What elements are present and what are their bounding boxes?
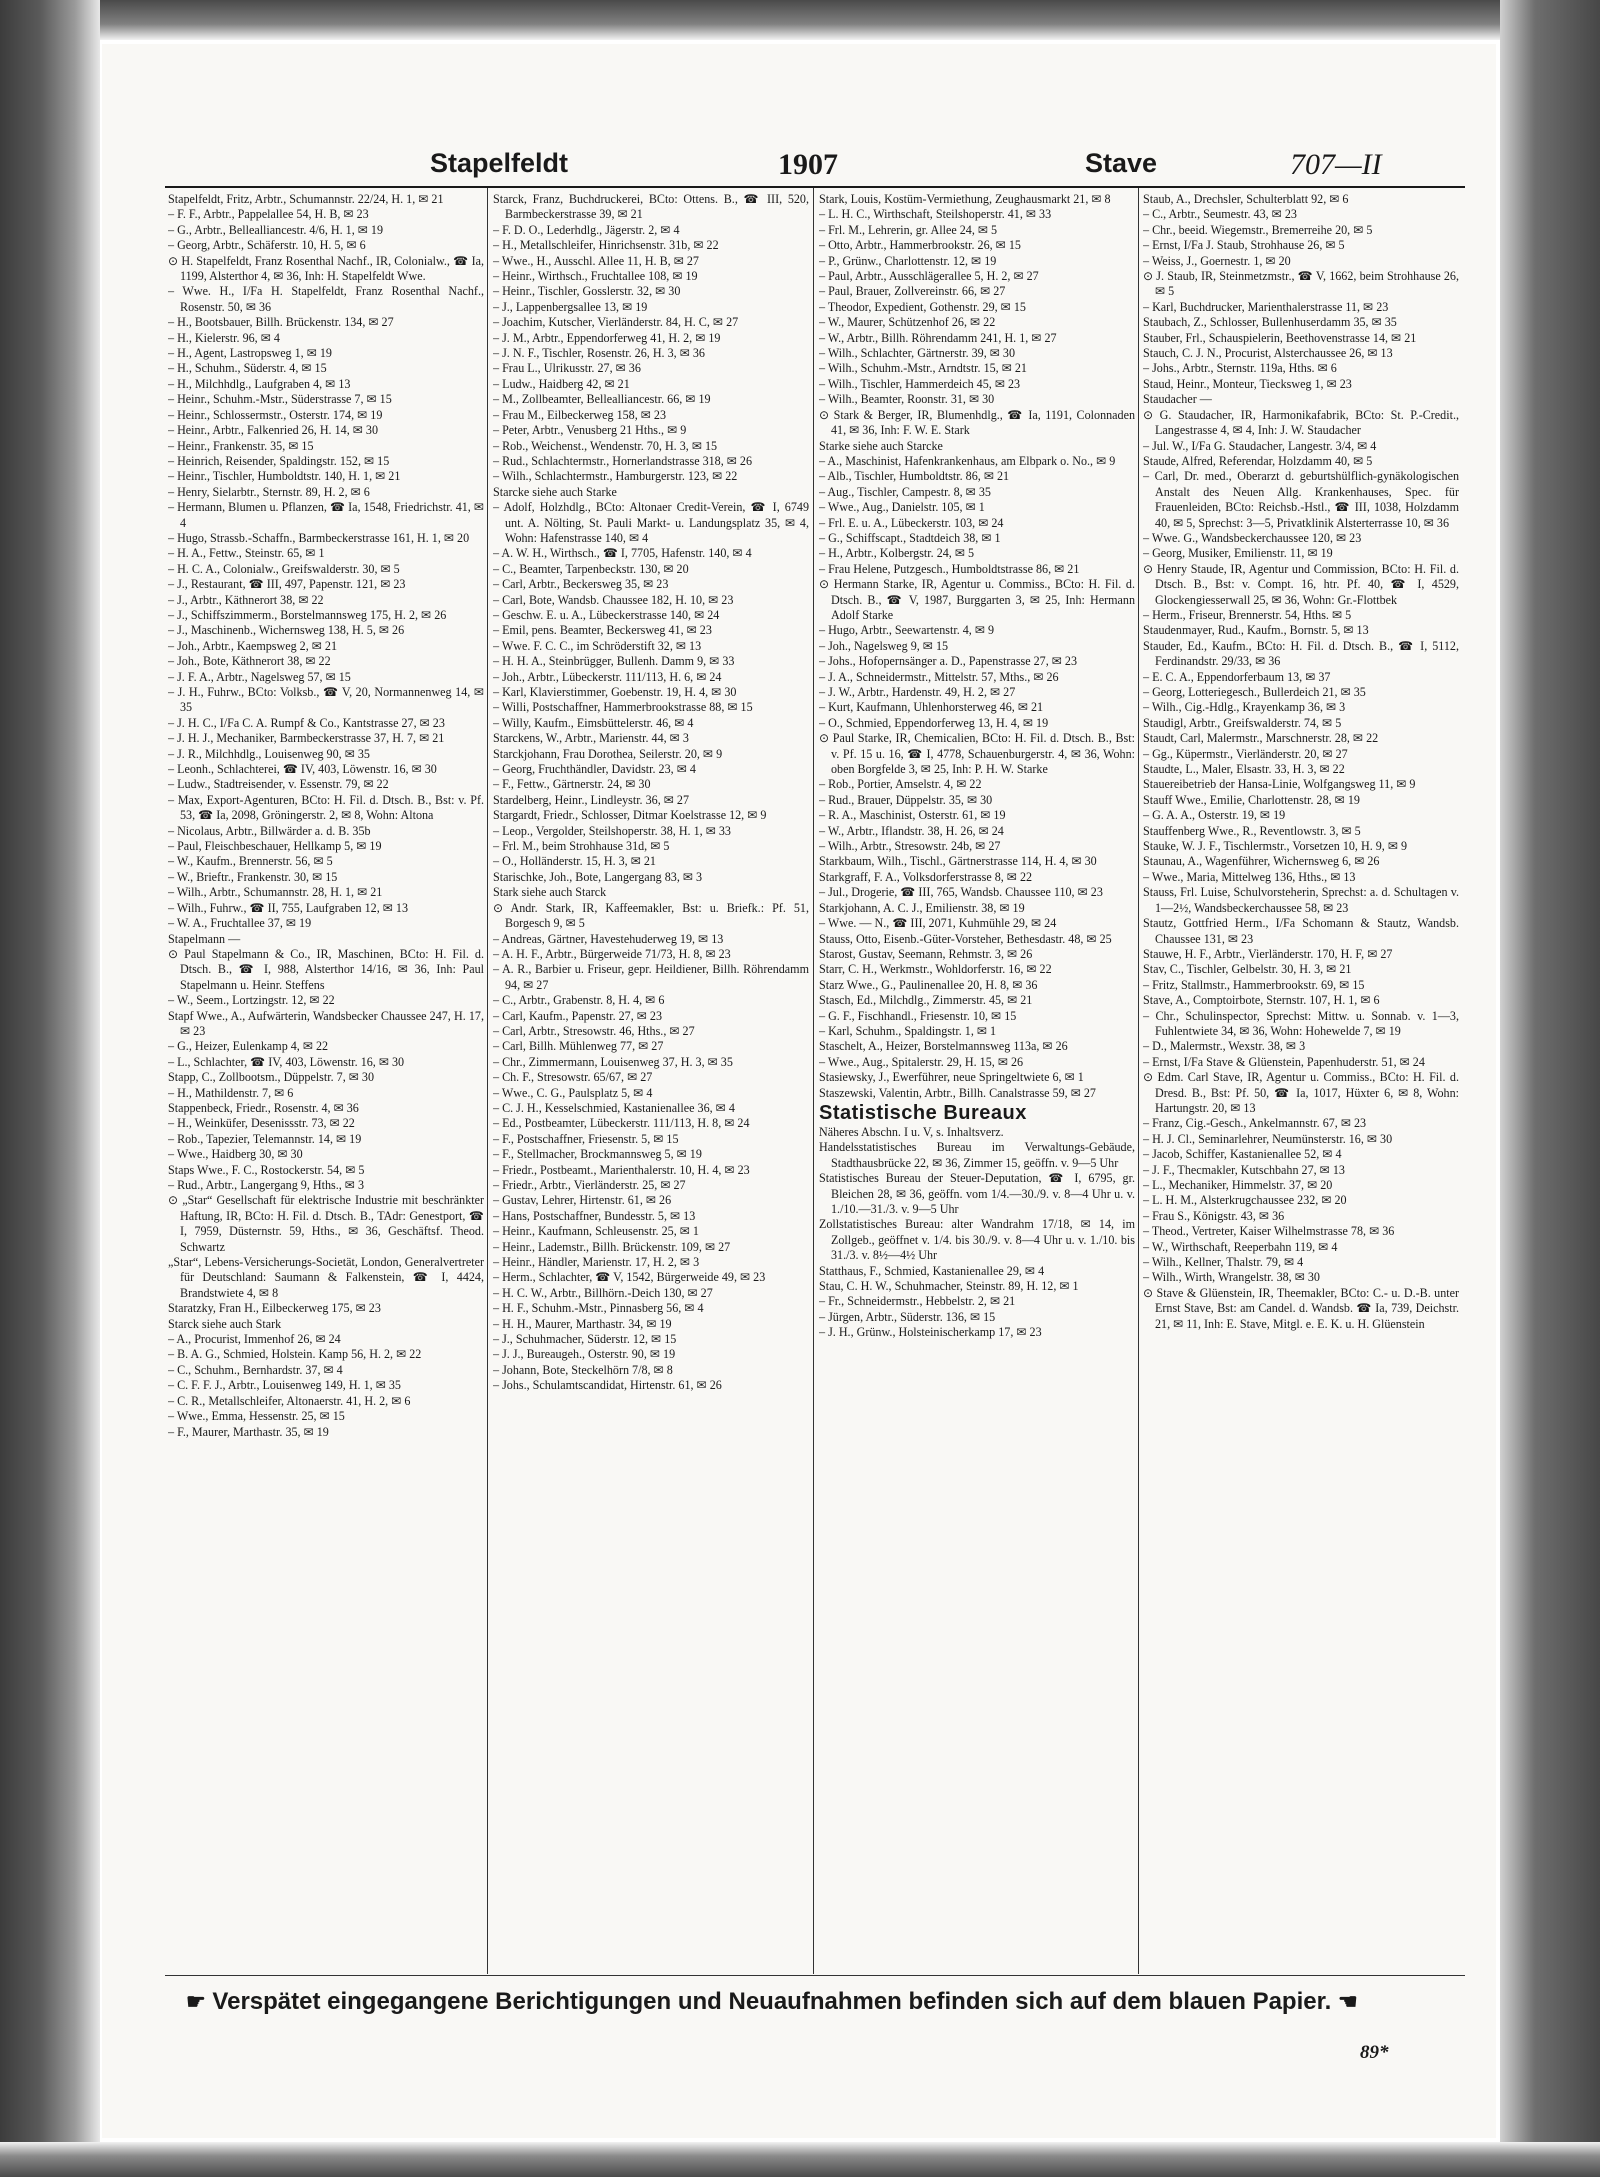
directory-entry: – Heinr., Tischler, Gosslerstr. 32, ✉ 30 xyxy=(493,284,681,299)
directory-entry: – Heinrich, Reisender, Spaldingstr. 152, ✉ 15 xyxy=(168,453,390,468)
directory-entry: – Wwe., Aug., Danielstr. 105, ✉ 1 xyxy=(819,500,985,515)
directory-entry: – C. F. F. J., Arbtr., Louisenweg 149, H. 1, ✉ 35 xyxy=(168,1378,401,1393)
directory-entry: – Carl, Dr. med., Oberarzt d. geburtshülflich-gynäkologischen Anstalt des Neuen Allg. Krankenhauses, Spec. für Frauenleiden, BCto: Reichsb.-Hstl., ☎ III, 1038, Holzdamm 40, ✉ 5, Sprechst: 3—5, Privatklinik Alsterterrasse 10, ✉ 36 xyxy=(1143,469,1459,530)
directory-entry: – J., Maschinenb., Wichernsweg 138, H. 5, ✉ 26 xyxy=(168,623,405,638)
directory-entry: – Hugo, Arbtr., Seewartenstr. 4, ✉ 9 xyxy=(819,623,995,638)
directory-entry: – C., Arbtr., Grabenstr. 8, H. 4, ✉ 6 xyxy=(493,993,665,1008)
directory-entry: – Wilh., Tischler, Hammerdeich 45, ✉ 23 xyxy=(819,376,1021,391)
header-rule xyxy=(165,186,1465,188)
directory-entry: – Rob., Portier, Amselstr. 4, ✉ 22 xyxy=(819,777,982,792)
directory-entry: – Ernst, I/Fa J. Staub, Strohhause 26, ✉ 5 xyxy=(1143,238,1345,253)
directory-entry: – P., Grünw., Charlottenstr. 12, ✉ 19 xyxy=(819,253,997,268)
directory-entry: ⊙ Stark & Berger, IR, Blumenhdlg., ☎ Ia, 1191, Colonnaden 41, ✉ 36, Inh: F. W. E. Stark xyxy=(819,407,1135,438)
directory-entry: – Johs., Schulamtscandidat, Hirtenstr. 61, ✉ 26 xyxy=(493,1378,722,1393)
directory-entry: ⊙ G. Staudacher, IR, Harmonikafabrik, BCto: St. P.-Credit., Langestrasse 4, ✉ 4, Inh: J. W. Staudacher xyxy=(1143,407,1459,438)
directory-entry: – H. H., Maurer, Marthastr. 34, ✉ 19 xyxy=(493,1316,672,1331)
directory-entry: Staude, Alfred, Referendar, Holzdamm 40, ✉ 5 xyxy=(1143,453,1373,468)
footer-text: Verspätet eingegangene Berichtigungen und Neuaufnahmen befinden sich auf dem blauen Papier. xyxy=(212,1988,1332,2015)
directory-entry: – Frau L., Ulrikusstr. 27, ✉ 36 xyxy=(493,361,641,376)
directory-entry: – Frl. E. u. A., Lübeckerstr. 103, ✉ 24 xyxy=(819,515,1004,530)
directory-entry: ⊙ J. Staub, IR, Steinmetzmstr., ☎ V, 1662, beim Strohhause 26, ✉ 5 xyxy=(1143,269,1459,299)
directory-entry: Stapelmann — xyxy=(168,931,241,946)
directory-entry: – Wilh., Schuhm.-Mstr., Arndtstr. 15, ✉ 21 xyxy=(819,361,1027,376)
directory-entry: ⊙ H. Stapelfeldt, Franz Rosenthal Nachf., IR, Colonialw., ☎ Ia, 1199, Alsterthor 4, ✉ 36, Inh: H. Stapelfeldt Wwe. xyxy=(168,253,484,284)
directory-entry: – J. M., Arbtr., Eppendorferweg 41, H. 2, ✉ 19 xyxy=(493,330,721,345)
directory-entry: – W., Arbtr., Billh. Röhrendamm 241, H. 1, ✉ 27 xyxy=(819,330,1057,345)
page-footer-number: 89* xyxy=(1360,2042,1389,2063)
directory-entry: – Wilh., Cig.-Hdlg., Krayenkamp 36, ✉ 3 xyxy=(1143,700,1346,715)
directory-entry: – Peter, Arbtr., Venusberg 21 Hths., ✉ 9 xyxy=(493,423,687,438)
directory-entry: – H. J. Cl., Seminarlehrer, Neumünsterstr. 16, ✉ 30 xyxy=(1143,1131,1393,1146)
header-year: 1907 xyxy=(778,148,838,181)
directory-entry: – Carl, Arbtr., Stresowstr. 46, Hths., ✉ 27 xyxy=(493,1023,695,1038)
directory-entry: – G., Arbtr., Bellealliancestr. 4/6, H. 1, ✉ 19 xyxy=(168,222,384,237)
directory-entry: – Andreas, Gärtner, Havestehuderweg 19, ✉ 13 xyxy=(493,931,724,946)
directory-entry: – Karl, Buchdrucker, Marienthalerstrasse 11, ✉ 23 xyxy=(1143,299,1389,314)
directory-entry: Staudt, Carl, Malermstr., Marschnerstr. 28, ✉ 22 xyxy=(1143,731,1379,746)
directory-entry: – Friedr., Arbtr., Vierländerstr. 25, ✉ 27 xyxy=(493,1178,686,1192)
directory-entry: Stauff Wwe., Emilie, Charlottenstr. 28, ✉ 19 xyxy=(1143,792,1360,807)
directory-entry: – Heinr., Frankenstr. 35, ✉ 15 xyxy=(168,438,314,453)
directory-entry: – Frau S., Königstr. 43, ✉ 36 xyxy=(1143,1208,1285,1223)
directory-entry: Statthaus, F., Schmied, Kastanienallee 29, ✉ 4 xyxy=(819,1263,1045,1278)
directory-entry: – F., Fettw., Gärtnerstr. 24, ✉ 30 xyxy=(493,777,651,792)
directory-entry: Stauke, W. J. F., Tischlermstr., Vorsetzen 10, H. 9, ✉ 9 xyxy=(1143,839,1408,854)
directory-entry: – L., Mechaniker, Himmelstr. 37, ✉ 20 xyxy=(1143,1178,1333,1192)
directory-entry: – A. H. F., Arbtr., Bürgerweide 71/73, H. 8, ✉ 23 xyxy=(493,946,731,961)
directory-entry: – G. A. A., Osterstr. 19, ✉ 19 xyxy=(1143,808,1286,823)
directory-entry: Starkgraff, F. A., Volksdorferstrasse 8, ✉ 22 xyxy=(819,869,1033,884)
directory-entry: – W. A., Fruchtallee 37, ✉ 19 xyxy=(168,916,312,931)
directory-entry: ⊙ Paul Stapelmann & Co., IR, Maschinen, BCto: H. Fil. d. Dtsch. B., ☎ I, 988, Alsterthor 14/16, ✉ 36, Inh: Paul Stapelmann u. Heinr. Steffens xyxy=(168,946,484,992)
directory-entry: Staudacher — xyxy=(1143,392,1212,407)
directory-entry: – Theod., Vertreter, Kaiser Wilhelmstrasse 78, ✉ 36 xyxy=(1143,1224,1395,1239)
directory-entry: – Leonh., Schlachterei, ☎ IV, 403, Löwenstr. 16, ✉ 30 xyxy=(168,762,437,777)
header-page-number: 707—II xyxy=(1290,148,1382,181)
directory-entry: – Georg, Musiker, Emilienstr. 11, ✉ 19 xyxy=(1143,546,1333,561)
directory-entry: – Ernst, I/Fa Stave & Glüenstein, Papenhuderstr. 51, ✉ 24 xyxy=(1143,1054,1425,1069)
directory-entry: – Carl, Kaufm., Papenstr. 27, ✉ 23 xyxy=(493,1008,663,1023)
scan-border-right xyxy=(1500,0,1600,2177)
directory-entry: Starost, Gustav, Seemann, Rehmstr. 3, ✉ 26 xyxy=(819,946,1033,961)
directory-entry: – W., Arbtr., Iflandstr. 38, H. 26, ✉ 24 xyxy=(819,823,1004,838)
directory-entry: – J. R., Milchhdlg., Louisenweg 90, ✉ 35 xyxy=(168,746,370,761)
directory-entry: Starz Wwe., G., Paulinenallee 20, H. 8, ✉ 36 xyxy=(819,977,1038,992)
directory-entry: Stasch, Ed., Milchdlg., Zimmerstr. 45, ✉ 21 xyxy=(819,993,1033,1008)
directory-entry: – R. A., Maschinist, Osterstr. 61, ✉ 19 xyxy=(819,808,1006,823)
directory-entry: Starkjohann, A. C. J., Emilienstr. 38, ✉ 19 xyxy=(819,900,1025,915)
directory-entry: – J., Schiffszimmerm., Borstelmannsweg 175, H. 2, ✉ 26 xyxy=(168,607,447,622)
directory-entry: Stapp, C., Zollbootsm., Düppelstr. 7, ✉ 30 xyxy=(168,1070,374,1085)
directory-entry: – H., Arbtr., Kolbergstr. 24, ✉ 5 xyxy=(819,546,975,561)
scan-border-bottom xyxy=(0,2142,1600,2177)
directory-entry: ⊙ Hermann Starke, IR, Agentur u. Commiss., BCto: H. Fil. d. Dtsch. B., ☎ V, 1987, Burggarten 3, ✉ 25, Inh: Hermann Adolf Starke xyxy=(819,577,1135,622)
directory-entry: Starcke siehe auch Starke xyxy=(493,484,617,499)
directory-entry: – J. A., Schneidermstr., Mittelstr. 57, Mths., ✉ 26 xyxy=(819,669,1059,684)
directory-entry: – Wwe. F. C. C., im Schröderstift 32, ✉ 13 xyxy=(493,638,702,653)
directory-entry: Stasiewsky, J., Ewerführer, neue Springeltwiete 6, ✉ 1 xyxy=(819,1070,1084,1085)
directory-entry: – J., Schuhmacher, Süderstr. 12, ✉ 15 xyxy=(493,1332,677,1347)
directory-entry: – Herm., Friseur, Brennerstr. 54, Hths. ✉ 5 xyxy=(1143,607,1352,622)
directory-entry: – Willi, Postschaffner, Hammerbrookstrasse 88, ✉ 15 xyxy=(493,700,753,715)
directory-entry: – G., Heizer, Eulenkamp 4, ✉ 22 xyxy=(168,1039,329,1054)
directory-entry: ⊙ Paul Starke, IR, Chemicalien, BCto: H. Fil. d. Dtsch. B., Bst: v. Pf. 15 u. 16, ☎ I, 4778, Schauenburgerstr. 4, ✉ 36, Wohn: oben Borgfelde 3, ✉ 25, Inh: P. H. W. Starke xyxy=(819,731,1135,777)
directory-entry: Starischke, Joh., Bote, Langergang 83, ✉ 3 xyxy=(493,869,703,884)
directory-entry: – Wilh., Arbtr., Schumannstr. 28, H. 1, ✉ 21 xyxy=(168,885,383,900)
directory-entry: – Wwe., Haidberg 30, ✉ 30 xyxy=(168,1147,303,1162)
directory-entry: – H. C. W., Arbtr., Billhörn.-Deich 130, ✉ 27 xyxy=(493,1285,713,1300)
directory-entry: – Jul. W., I/Fa G. Staudacher, Langestr. 3/4, ✉ 4 xyxy=(1143,438,1377,453)
directory-entry: – H., Mathildenstr. 7, ✉ 6 xyxy=(168,1085,294,1100)
directory-entry: – W., Brieftr., Frankenstr. 30, ✉ 15 xyxy=(168,869,338,884)
directory-entry: – Gg., Küpermstr., Vierländerstr. 20, ✉ 27 xyxy=(1143,746,1348,761)
pointing-hand-icon: ☛ xyxy=(186,1989,206,2014)
directory-entry: Stark, Louis, Kostüm-Vermiethung, Zeughausmarkt 21, ✉ 8 xyxy=(819,192,1111,206)
directory-entry: – H., Milchhdlg., Laufgraben 4, ✉ 13 xyxy=(168,376,351,391)
directory-entry: – Carl, Arbtr., Beckersweg 35, ✉ 23 xyxy=(493,577,669,592)
directory-entry: – O., Schmied, Eppendorferweg 13, H. 4, ✉ 19 xyxy=(819,715,1049,730)
directory-entry: Stauch, C. J. N., Procurist, Alsterchaussee 26, ✉ 13 xyxy=(1143,346,1393,361)
directory-entry: – J. H. C., I/Fa C. A. Rumpf & Co., Kantstrasse 27, ✉ 23 xyxy=(168,715,445,730)
directory-entry: Starckens, W., Arbtr., Marienstr. 44, ✉ 3 xyxy=(493,731,689,746)
directory-entry: ⊙ Henry Staude, IR, Agentur und Commission, BCto: H. Fil. d. Dtsch. B., Bst: v. Compt. 16, htr. Pf. 40, ☎ I, 4529, Glockengiesserwall 25, ✉ 36, Wohn: Gr.-Flottbek xyxy=(1143,561,1459,607)
directory-entry: Staubach, Z., Schlosser, Bullenhuserdamm 35, ✉ 35 xyxy=(1143,315,1397,330)
directory-entry: – F. F., Arbtr., Pappelallee 54, H. B, ✉ 23 xyxy=(168,207,369,222)
directory-entry: – B. A. G., Schmied, Holstein. Kamp 56, H. 2, ✉ 22 xyxy=(168,1347,422,1362)
directory-entry: – Rob., Tapezier, Telemannstr. 14, ✉ 19 xyxy=(168,1131,362,1146)
directory-entry: – W., Maurer, Schützenhof 26, ✉ 22 xyxy=(819,315,996,330)
directory-entry: – Chr., Zimmermann, Louisenweg 37, H. 3, ✉ 35 xyxy=(493,1054,733,1069)
directory-entry: – Wwe., Aug., Spitalerstr. 29, H. 15, ✉ 26 xyxy=(819,1054,1024,1069)
directory-entry: – Georg, Arbtr., Schäferstr. 10, H. 5, ✉ 6 xyxy=(168,238,366,253)
directory-entry: Starckjohann, Frau Dorothea, Seilerstr. 20, ✉ 9 xyxy=(493,746,723,761)
directory-entry: Staschelt, A., Heizer, Borstelmannsweg 113a, ✉ 26 xyxy=(819,1039,1068,1054)
directory-entry: Starke siehe auch Starcke xyxy=(819,438,943,453)
directory-entry: – Wilh., Schlachtermstr., Hamburgerstr. 123, ✉ 22 xyxy=(493,469,738,484)
directory-entry: ⊙ Stave & Glüenstein, IR, Theemakler, BCto: C.- u. D.-B. unter Ernst Stave, Bst: am Candel. d. Wandsb. ☎ Ia, 739, Deichstr. 21, ✉ 11, Inh: E. Stave, Mitgl. e. E. K. u. H. Glüenstein xyxy=(1143,1285,1459,1331)
directory-entry: Handelsstatistisches Bureau im Verwaltungs-Gebäude, Stadthausbrücke 22, ✉ 36, Zimmer 15, geöffn. v. 9—5 Uhr xyxy=(819,1140,1135,1170)
directory-entry: – Leop., Vergolder, Steilshoperstr. 38, H. 1, ✉ 33 xyxy=(493,823,731,838)
directory-entry: – Heinr., Lademstr., Billh. Brückenstr. 109, ✉ 27 xyxy=(493,1239,731,1254)
column-separator xyxy=(487,188,488,1974)
directory-column-2 xyxy=(493,192,809,1972)
directory-entry: – J. F. A., Arbtr., Nagelsweg 57, ✉ 15 xyxy=(168,669,351,684)
directory-entry: Stauss, Frl. Luise, Schulvorsteherin, Sprechst: a. d. Schultagen v. 1—2½, Wandsbeckerchaussee 58, ✉ 23 xyxy=(1143,885,1459,915)
directory-entry: Staud, Heinr., Monteur, Tiecksweg 1, ✉ 23 xyxy=(1143,376,1352,391)
directory-entry: – H., Schuhm., Süderstr. 4, ✉ 15 xyxy=(168,361,327,376)
directory-entry: – Heinr., Schlossermstr., Osterstr. 174, ✉ 19 xyxy=(168,407,383,422)
directory-entry: – W., Seem., Lortzingstr. 12, ✉ 22 xyxy=(168,993,335,1008)
directory-entry: – Kurt, Kaufmann, Uhlenhorsterweg 46, ✉ 21 xyxy=(819,700,1044,715)
directory-entry: – Georg, Lotteriegesch., Bullerdeich 21, ✉ 35 xyxy=(1143,685,1366,699)
directory-entry: – Wwe. H., I/Fa H. Stapelfeldt, Franz Rosenthal Nachf., Rosenstr. 50, ✉ 36 xyxy=(168,284,484,314)
directory-entry: ⊙ Edm. Carl Stave, IR, Agentur u. Commiss., BCto: H. Fil. d. Dresd. B., Bst: Pf. 50, ☎ Ia, 1017, Hüxter 6, ✉ 8, Wohn: Hartungstr. 20, ✉ 13 xyxy=(1143,1070,1459,1115)
directory-entry: – Heinr., Schuhm.-Mstr., Süderstrasse 7, ✉ 15 xyxy=(168,392,392,407)
directory-entry: – H. A., Fettw., Steinstr. 65, ✉ 1 xyxy=(168,546,325,561)
directory-entry: – Joachim, Kutscher, Vierländerstr. 84, H. C, ✉ 27 xyxy=(493,315,739,330)
directory-entry: – J. H., Fuhrw., BCto: Volksb., ☎ V, 20, Normannenweg 14, ✉ 35 xyxy=(168,685,484,715)
directory-entry: Stauwe, H. F., Arbtr., Vierländerstr. 170, H. F, ✉ 27 xyxy=(1143,946,1393,961)
directory-entry: – Joh., Arbtr., Lübeckerstr. 111/113, H. 6, ✉ 24 xyxy=(493,669,722,684)
directory-entry: – Fritz, Stallmstr., Hammerbrookstr. 69, ✉ 15 xyxy=(1143,977,1365,992)
directory-entry: – Chr., Schulinspector, Sprechst: Mittw. u. Sonnab. v. 1—3, Fuhlentwiete 34, ✉ 36, Wohn: Hohewelde 7, ✉ 19 xyxy=(1143,1008,1459,1038)
directory-entry: – Wilh., Fuhrw., ☎ II, 755, Laufgraben 12, ✉ 13 xyxy=(168,900,409,915)
directory-entry: Staudte, L., Maler, Elsastr. 33, H. 3, ✉ 22 xyxy=(1143,762,1345,777)
directory-entry: – J., Restaurant, ☎ III, 497, Papenstr. 121, ✉ 23 xyxy=(168,577,406,592)
directory-entry: Stauereibetrieb der Hansa-Linie, Wolfgangsweg 11, ✉ 9 xyxy=(1143,777,1416,792)
directory-entry: – Wwe., Maria, Mittelweg 136, Hths., ✉ 13 xyxy=(1143,869,1356,884)
directory-entry: – F., Maurer, Marthastr. 35, ✉ 19 xyxy=(168,1424,329,1439)
directory-entry: – G. F., Fischhandl., Friesenstr. 10, ✉ 15 xyxy=(819,1008,1017,1023)
directory-entry: – Paul, Brauer, Zollvereinstr. 66, ✉ 27 xyxy=(819,284,1006,299)
pointing-hand-icon: ☚ xyxy=(1337,1989,1358,2014)
directory-entry: ⊙ Andr. Stark, IR, Kaffeemakler, Bst: u. Briefk.: Pf. 51, Borgesch 9, ✉ 5 xyxy=(493,900,809,931)
directory-entry: – Carl, Bote, Wandsb. Chaussee 182, H. 10, ✉ 23 xyxy=(493,592,734,607)
directory-entry: – Joh., Nagelsweg 9, ✉ 15 xyxy=(819,638,949,653)
column-separator xyxy=(1138,188,1139,1974)
directory-entry: – Ed., Postbeamter, Lübeckerstr. 111/113, H. 8, ✉ 24 xyxy=(493,1116,750,1131)
directory-entry: – Nicolaus, Arbtr., Billwärder a. d. B. 35b xyxy=(168,823,371,838)
directory-entry: Stauffenberg Wwe., R., Reventlowstr. 3, ✉ 5 xyxy=(1143,823,1361,838)
directory-entry: – Frl. M., Lehrerin, gr. Allee 24, ✉ 5 xyxy=(819,222,998,237)
directory-entry: – Willy, Kaufm., Eimsbüttelerstr. 46, ✉ 4 xyxy=(493,715,694,730)
directory-entry: Stauber, Frl., Schauspielerin, Beethovenstrasse 14, ✉ 21 xyxy=(1143,330,1417,345)
directory-entry: – H., Kielerstr. 96, ✉ 4 xyxy=(168,330,280,345)
footer-notice xyxy=(186,1988,1466,2016)
directory-entry: – C. J. H., Kesselschmied, Kastanienallee 36, ✉ 4 xyxy=(493,1100,735,1115)
directory-entry: Näheres Abschn. I u. V, s. Inhaltsverz. xyxy=(819,1124,1004,1139)
directory-entry: – Joh., Arbtr., Kaempsweg 2, ✉ 21 xyxy=(168,638,338,653)
directory-entry: – Heinr., Tischler, Humboldtstr. 140, H. 1, ✉ 21 xyxy=(168,469,401,484)
directory-entry: – H., Bootsbauer, Billh. Brückenstr. 134, ✉ 27 xyxy=(168,315,394,330)
directory-entry: – Rud., Brauer, Düppelstr. 35, ✉ 30 xyxy=(819,792,993,807)
directory-entry: – Jürgen, Arbtr., Süderstr. 136, ✉ 15 xyxy=(819,1309,996,1324)
directory-entry: Starck, Franz, Buchdruckerei, BCto: Ottens. B., ☎ III, 520, Barmbeckerstrasse 39, ✉ 21 xyxy=(493,192,809,222)
directory-entry: – H., Weinküfer, Desenissstr. 73, ✉ 22 xyxy=(168,1116,355,1131)
directory-entry: – Carl, Billh. Mühlenweg 77, ✉ 27 xyxy=(493,1039,664,1054)
scan-border-left xyxy=(0,0,100,2177)
directory-entry: – Chr., beeid. Wiegemstr., Bremerreihe 20, ✉ 5 xyxy=(1143,222,1373,237)
directory-entry: – C., Schuhm., Bernhardstr. 37, ✉ 4 xyxy=(168,1362,343,1377)
directory-entry: – A., Procurist, Immenhof 26, ✉ 24 xyxy=(168,1332,341,1347)
directory-entry: – H., Agent, Lastropsweg 1, ✉ 19 xyxy=(168,346,332,361)
directory-entry: – H. C. A., Colonialw., Greifswalderstr. 30, ✉ 5 xyxy=(168,561,400,576)
directory-entry: – J. F., Thecmakler, Kutschbahn 27, ✉ 13 xyxy=(1143,1162,1345,1177)
directory-entry: – H. H. A., Steinbrügger, Bullenh. Damm 9, ✉ 33 xyxy=(493,654,735,669)
directory-entry: – Max, Export-Agenturen, BCto: H. Fil. d. Dtsch. B., Bst: v. Pf. 53, ☎ Ia, 2098, Gröningerstr. 2, ✉ 8, Wohn: Altona xyxy=(168,792,484,823)
directory-entry: – Heinr., Kaufmann, Schleusenstr. 25, ✉ 1 xyxy=(493,1224,699,1239)
directory-entry: – Emil, pens. Beamter, Beckersweg 41, ✉ 23 xyxy=(493,623,712,638)
directory-entry: – L. H. C., Wirthschaft, Steilshoperstr. 41, ✉ 33 xyxy=(819,207,1052,222)
directory-entry: – O., Holländerstr. 15, H. 3, ✉ 21 xyxy=(493,854,656,869)
directory-entry: – A. W. H., Wirthsch., ☎ I, 7705, Hafenstr. 140, ✉ 4 xyxy=(493,546,752,561)
directory-entry: – Gustav, Lehrer, Hirtenstr. 61, ✉ 26 xyxy=(493,1193,672,1208)
directory-entry: – J., Lappenbergsallee 13, ✉ 19 xyxy=(493,299,648,314)
directory-entry: – Wilh., Wirth, Wrangelstr. 38, ✉ 30 xyxy=(1143,1270,1320,1285)
directory-entry: – Wilh., Kellner, Thalstr. 79, ✉ 4 xyxy=(1143,1255,1304,1270)
directory-entry: – Joh., Bote, Käthnerort 38, ✉ 22 xyxy=(168,654,331,669)
directory-entry: – G., Schiffscapt., Stadtdeich 38, ✉ 1 xyxy=(819,530,1001,545)
directory-entry: Starkbaum, Wilh., Tischl., Gärtnerstrasse 114, H. 4, ✉ 30 xyxy=(819,854,1097,869)
directory-entry: – Wwe., C. G., Paulsplatz 5, ✉ 4 xyxy=(493,1085,653,1100)
directory-entry: – Ch. F., Stresowstr. 65/67, ✉ 27 xyxy=(493,1070,653,1085)
section-heading: Statistische Bureaux xyxy=(819,1101,1027,1124)
directory-entry: – J. N. F., Tischler, Rosenstr. 26, H. 3, ✉ 36 xyxy=(493,346,705,361)
directory-entry: ⊙ „Star“ Gesellschaft für elektrische Industrie mit beschränkter Haftung, IR, BCto: H. Fil. d. Dtsch. B., TAdr: Genestport, ☎ I, 7959, Düsternstr. 59, Hths., ✉ 36, Geschäftsf. Theod. Schwartz xyxy=(168,1193,484,1254)
directory-entry: – Frau M., Eilbeckerweg 158, ✉ 23 xyxy=(493,407,667,422)
directory-entry: – D., Malermstr., Wexstr. 38, ✉ 3 xyxy=(1143,1039,1306,1054)
directory-entry: – Weiss, J., Goernestr. 1, ✉ 20 xyxy=(1143,253,1291,268)
directory-entry: – Fr., Schneidermstr., Hebbelstr. 2, ✉ 21 xyxy=(819,1294,1016,1309)
directory-entry: Stautz, Gottfried Herm., I/Fa Schomann & Stautz, Wandsb. Chaussee 131, ✉ 23 xyxy=(1143,916,1459,946)
directory-entry: – Wilh., Arbtr., Stresowstr. 24b, ✉ 27 xyxy=(819,839,1001,854)
directory-entry: Stave, A., Comptoirbote, Sternstr. 107, H. 1, ✉ 6 xyxy=(1143,993,1380,1008)
directory-entry: – W., Kaufm., Brennerstr. 56, ✉ 5 xyxy=(168,854,333,869)
directory-entry: Stau, C. H. W., Schuhmacher, Steinstr. 89, H. 12, ✉ 1 xyxy=(819,1279,1079,1294)
directory-entry: „Star“, Lebens-Versicherungs-Societät, London, Generalvertreter für Deutschland: Saumann & Falkenstein, ☎ I, 4424, Brandstwiete 4, ✉ 8 xyxy=(168,1255,484,1300)
directory-entry: – Henry, Sielarbtr., Sternstr. 89, H. 2, ✉ 6 xyxy=(168,484,370,499)
directory-entry: – Franz, Cig.-Gesch., Ankelmannstr. 67, ✉ 23 xyxy=(1143,1116,1367,1131)
directory-column-4 xyxy=(1143,192,1459,1972)
directory-entry: – Geschw. E. u. A., Lübeckerstrasse 140, ✉ 24 xyxy=(493,607,720,622)
directory-entry: – Jacob, Schiffer, Kastanienallee 52, ✉ 4 xyxy=(1143,1147,1342,1162)
directory-entry: Stav, C., Tischler, Gelbelstr. 30, H. 3, ✉ 21 xyxy=(1143,962,1352,977)
directory-entry: Stargardt, Friedr., Schlosser, Ditmar Koelstrasse 12, ✉ 9 xyxy=(493,808,767,823)
directory-entry: – Karl, Schuhm., Spaldingstr. 1, ✉ 1 xyxy=(819,1023,997,1038)
directory-entry: – Adolf, Holzhdlg., BCto: Altonaer Credit-Verein, ☎ I, 6749 unt. A. Nölting, St. Pauli Markt- u. Landungsplatz 35, ✉ 4, Wohn: Hafenstrasse 140, ✉ 4 xyxy=(493,500,809,545)
directory-entry: – M., Zollbeamter, Bellealliancestr. 66, ✉ 19 xyxy=(493,392,711,407)
directory-entry: – Wilh., Schlachter, Gärtnerstr. 39, ✉ 30 xyxy=(819,346,1016,361)
directory-entry: Staudenmayer, Rud., Kaufm., Bornstr. 5, ✉ 13 xyxy=(1143,623,1369,638)
directory-entry: Stappenbeck, Friedr., Rosenstr. 4, ✉ 36 xyxy=(168,1100,359,1115)
directory-entry: – Johs., Arbtr., Sternstr. 119a, Hths. ✉ 6 xyxy=(1143,361,1337,376)
directory-entry: – Wwe., Emma, Hessenstr. 25, ✉ 15 xyxy=(168,1409,345,1424)
directory-entry: Staub, A., Drechsler, Schulterblatt 92, ✉ 6 xyxy=(1143,192,1349,206)
directory-entry: Stark siehe auch Starck xyxy=(493,885,607,900)
directory-entry: – Rud., Arbtr., Langergang 9, Hths., ✉ 3 xyxy=(168,1178,365,1192)
directory-entry: – Heinr., Arbtr., Falkenried 26, H. 14, ✉ 30 xyxy=(168,423,378,438)
directory-entry: Staps Wwe., F. C., Rostockerstr. 54, ✉ 5 xyxy=(168,1162,365,1177)
column-separator xyxy=(813,188,814,1974)
directory-entry: – J. H. J., Mechaniker, Barmbeckerstrasse 37, H. 7, ✉ 21 xyxy=(168,731,445,746)
directory-entry: – W., Wirthschaft, Reeperbahn 119, ✉ 4 xyxy=(1143,1239,1338,1254)
directory-entry: Starck siehe auch Stark xyxy=(168,1316,282,1331)
directory-entry: – Johs., Hofopernsänger a. D., Papenstrasse 27, ✉ 23 xyxy=(819,654,1078,669)
directory-entry: – Georg, Fruchthändler, Davidstr. 23, ✉ 4 xyxy=(493,762,696,777)
directory-entry: – F. D. O., Lederhdlg., Jägerstr. 2, ✉ 4 xyxy=(493,222,680,237)
directory-entry: – Ludw., Stadtreisender, v. Essenstr. 79, ✉ 22 xyxy=(168,777,389,792)
directory-entry: – L. H. M., Alsterkrugchaussee 232, ✉ 20 xyxy=(1143,1193,1347,1208)
directory-entry: – Karl, Klavierstimmer, Goebenstr. 19, H. 4, ✉ 30 xyxy=(493,685,737,699)
directory-entry: – H. F., Schuhm.-Mstr., Pinnasberg 56, ✉ 4 xyxy=(493,1301,704,1316)
directory-entry: – A., Maschinist, Hafenkrankenhaus, am Elbpark o. No., ✉ 9 xyxy=(819,453,1116,468)
directory-entry: – Wwe. — N., ☎ III, 2071, Kuhmühle 29, ✉ 24 xyxy=(819,916,1057,931)
directory-entry: Stauder, Ed., Kaufm., BCto: H. Fil. d. Dtsch. B., ☎ I, 5112, Ferdinandstr. 29/33, ✉ 36 xyxy=(1143,638,1459,669)
directory-entry: – Heinr., Wirthsch., Fruchtallee 108, ✉ 19 xyxy=(493,269,698,284)
directory-entry: Stauss, Otto, Eisenb.-Güter-Vorsteher, Bethesdastr. 48, ✉ 25 xyxy=(819,931,1112,946)
directory-entry: Staszewski, Valentin, Arbtr., Billh. Canalstrasse 59, ✉ 27 xyxy=(819,1085,1096,1100)
directory-entry: Staunau, A., Wagenführer, Wichernsweg 6, ✉ 26 xyxy=(1143,854,1380,869)
directory-entry: Starr, C. H., Werkmstr., Wohldorferstr. 16, ✉ 22 xyxy=(819,962,1052,977)
directory-entry: – J., Arbtr., Käthnerort 38, ✉ 22 xyxy=(168,592,324,607)
directory-entry: Statistisches Bureau der Steuer-Deputation, ☎ I, 6795, gr. Bleichen 28, ✉ 36, geöffn. vom 1/4.—30./9. v. 8—4 Uhr u. v. 1./10.—31./3. v. 9—5 Uhr xyxy=(819,1171,1135,1216)
directory-entry: – A. R., Barbier u. Friseur, gepr. Heildiener, Billh. Röhrendamm 94, ✉ 27 xyxy=(493,962,809,992)
directory-entry: – Hugo, Strassb.-Schaffn., Barmbeckerstrasse 161, H. 1, ✉ 20 xyxy=(168,530,470,545)
directory-entry: – Hermann, Blumen u. Pflanzen, ☎ Ia, 1548, Friedrichstr. 41, ✉ 4 xyxy=(168,500,484,530)
directory-entry: Stardelberg, Heinr., Lindleystr. 36, ✉ 27 xyxy=(493,792,689,807)
directory-entry: – Rob., Weichenst., Wendenstr. 70, H. 3, ✉ 15 xyxy=(493,438,718,453)
directory-entry: Staratzky, Fran H., Eilbeckerweg 175, ✉ 23 xyxy=(168,1301,381,1316)
directory-entry: – Wwe. G., Wandsbeckerchaussee 120, ✉ 23 xyxy=(1143,530,1362,545)
directory-entry: – Friedr., Postbeamt., Marienthalerstr. 10, H. 4, ✉ 23 xyxy=(493,1162,750,1177)
footer-rule xyxy=(165,1975,1465,1976)
directory-entry: – Theodor, Expedient, Gothenstr. 29, ✉ 15 xyxy=(819,299,1026,314)
directory-entry: – Herm., Schlachter, ☎ V, 1542, Bürgerweide 49, ✉ 23 xyxy=(493,1270,766,1285)
directory-entry: – Heinr., Händler, Marienstr. 17, H. 2, ✉ 3 xyxy=(493,1255,700,1270)
directory-column-1 xyxy=(168,192,484,1972)
directory-entry: – Paul, Fleischbeschauer, Hellkamp 5, ✉ 19 xyxy=(168,839,382,854)
directory-entry: – Frl. M., beim Strohhause 31d, ✉ 5 xyxy=(493,839,670,854)
directory-column-3 xyxy=(819,192,1135,1972)
directory-entry: – J. H., Grünw., Holsteinischerkamp 17, ✉ 23 xyxy=(819,1325,1042,1340)
directory-entry: – C., Arbtr., Seumestr. 43, ✉ 23 xyxy=(1143,207,1297,222)
directory-entry: – Jul., Drogerie, ☎ III, 765, Wandsb. Chaussee 110, ✉ 23 xyxy=(819,885,1103,900)
directory-entry: Stapelfeldt, Fritz, Arbtr., Schumannstr. 22/24, H. 1, ✉ 21 xyxy=(168,192,444,206)
directory-entry: – Paul, Arbtr., Ausschlägerallee 5, H. 2, ✉ 27 xyxy=(819,269,1039,284)
directory-entry: – F., Stellmacher, Brockmannsweg 5, ✉ 19 xyxy=(493,1147,702,1162)
directory-entry: – J. J., Bureaugeh., Osterstr. 90, ✉ 19 xyxy=(493,1347,676,1362)
directory-entry: – Johann, Bote, Steckelhörn 7/8, ✉ 8 xyxy=(493,1362,673,1377)
header-first-entry: Stapelfeldt xyxy=(430,148,569,178)
header-last-entry: Stave xyxy=(1085,148,1158,178)
directory-entry: – Otto, Arbtr., Hammerbrookstr. 26, ✉ 15 xyxy=(819,238,1021,253)
directory-entry: – Aug., Tischler, Campestr. 8, ✉ 35 xyxy=(819,484,991,499)
directory-entry: – J. W., Arbtr., Hardenstr. 49, H. 2, ✉ 27 xyxy=(819,685,1016,699)
directory-entry: – Rud., Schlachtermstr., Hornerlandstrasse 318, ✉ 26 xyxy=(493,453,753,468)
scan-border-top xyxy=(0,0,1600,40)
directory-entry: – E. C. A., Eppendorferbaum 13, ✉ 37 xyxy=(1143,669,1331,684)
directory-entry: – C. R., Metallschleifer, Altonaerstr. 41, H. 2, ✉ 6 xyxy=(168,1393,411,1408)
directory-entry: – C., Beamter, Tarpenbeckstr. 130, ✉ 20 xyxy=(493,561,689,576)
directory-entry: Staudigl, Arbtr., Greifswalderstr. 74, ✉ 5 xyxy=(1143,715,1342,730)
directory-entry: – L., Schlachter, ☎ IV, 403, Löwenstr. 16, ✉ 30 xyxy=(168,1054,405,1069)
directory-entry: Zollstatistisches Bureau: alter Wandrahm 17/18, ✉ 14, im Zollgeb., geöffnet v. 1/4. bis 30./9. v. 8—4 Uhr u. v. 1./10. bis 31./3. v. 8½—4½ Uhr xyxy=(819,1217,1135,1263)
directory-entry: – Wilh., Beamter, Roonstr. 31, ✉ 30 xyxy=(819,392,995,407)
directory-entry: – H., Metallschleifer, Hinrichsenstr. 31b, ✉ 22 xyxy=(493,238,719,253)
directory-entry: – Ludw., Haidberg 42, ✉ 21 xyxy=(493,376,630,391)
directory-entry: Stapf Wwe., A., Aufwärterin, Wandsbecker Chaussee 247, H. 17, ✉ 23 xyxy=(168,1008,484,1038)
directory-entry: – Hans, Postschaffner, Bundesstr. 5, ✉ 13 xyxy=(493,1208,696,1223)
directory-entry: – Alb., Tischler, Humboldtstr. 86, ✉ 21 xyxy=(819,469,1010,484)
directory-entry: – F., Postschaffner, Friesenstr. 5, ✉ 15 xyxy=(493,1131,679,1146)
directory-entry: – Wwe., H., Ausschl. Allee 11, H. B, ✉ 27 xyxy=(493,253,699,268)
directory-entry: – Frau Helene, Putzgesch., Humboldtstrasse 86, ✉ 21 xyxy=(819,561,1080,576)
